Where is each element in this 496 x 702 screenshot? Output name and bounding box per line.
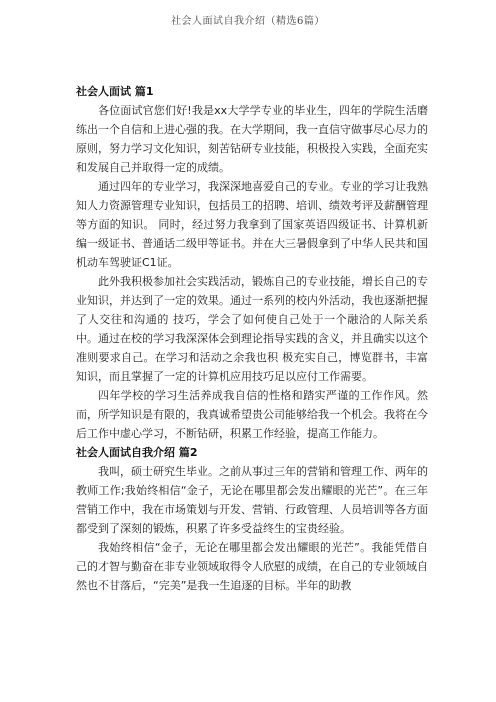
paragraph: 四年学校的学习生活养成我自信的性格和踏实严谨的工作作风。然而，所学知识是有限的，我真诚希望贵公司能够给我一个机会。我将在今后工作中虚心学习，不断钻研，积累工作经验，提高工作能力。 xyxy=(76,389,428,440)
document-title: 社会人面试自我介绍（精选6篇） xyxy=(171,16,325,27)
document-body xyxy=(76,82,428,595)
section-heading: 社会人面试自我介绍 篇2 xyxy=(76,446,198,459)
paragraph: 通过四年的专业学习，我深深地喜爱自己的专业。专业的学习让我熟知人力资源管理专业知识，包括员工的招聘、培训、绩效考评及薪酬管理等方面的知识。 同时，经过努力我拿到了国家英语四级证书、计算机新编一级证书、普通话二级甲等证书。并在大三暑假拿到了中华人民共和国机动车驾驶证C1证。 xyxy=(76,180,428,269)
section-1 xyxy=(76,82,428,443)
section-2 xyxy=(76,443,428,595)
paragraph: 我叫，硕士研究生毕业。之前从事过三年的营销和管理工作、两年的教师工作;我始终相信“金子，无论在哪里都会发出耀眼的光芒”。在三年营销工作中，我在市场策划与开发、营销、行政管理、人员培训等各方面都受到了深刻的锻炼，积累了许多受益终生的宝贵经验。 xyxy=(76,465,428,535)
section-heading: 社会人面试 篇1 xyxy=(76,85,154,98)
paragraph: 各位面试官您们好!我是xx大学学专业的毕业生，四年的学院生活磨练出一个自信和上进心强的我。在大学期间，我一直信守做事尽心尽力的原则，努力学习文化知识，刻苦钻研专业技能，积极投入实践，全面充实和发展自己并取得一定的成绩。 xyxy=(76,104,428,174)
paragraph: 我始终相信“金子，无论在哪里都会发出耀眼的光芒”。我能凭借自己的才智与勤奋在非专业领域取得令人欣慰的成绩，在自己的专业领域自然也不甘落后，“完美”是我一生追逐的目标。半年的助教 xyxy=(76,541,428,592)
paragraph: 此外我积极参加社会实践活动，锻炼自己的专业技能，增长自己的专业知识，并达到了一定的效果。通过一系列的校内外活动，我也逐渐把握了人交往和沟通的 技巧，学会了如何使自己处于一个融洽的人际关系中。通过在校的学习我深深体会到理论指导实践的含义，并且确实以这个准则要求自己。在学习和活动之余我也积 极充实自己，博览群书，丰富知识，而且掌握了一定的计算机应用技巧足以应付工作需要。 xyxy=(76,275,428,383)
